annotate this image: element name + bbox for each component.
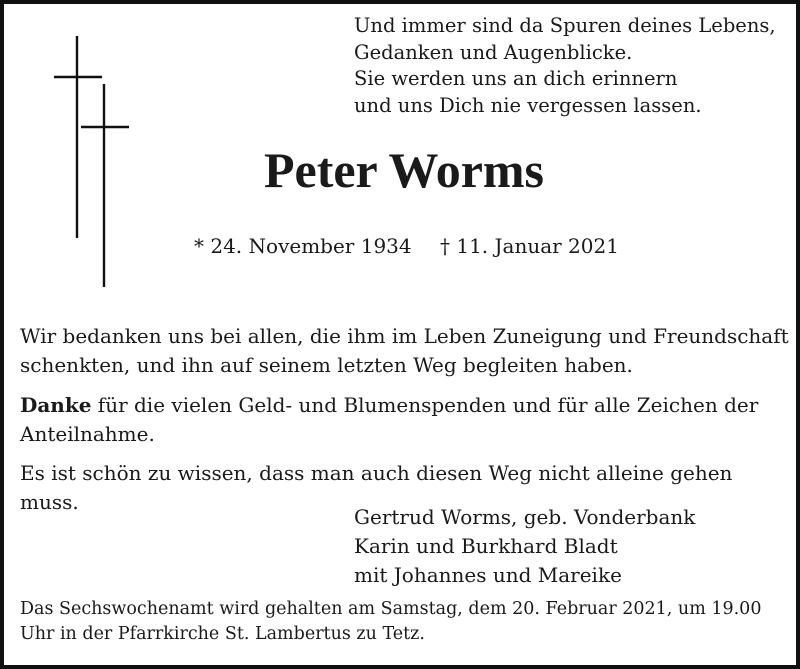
life-dates <box>194 232 619 260</box>
donation-thanks-paragraph <box>20 391 790 449</box>
signer-line: mit Johannes und Mareike <box>354 563 622 587</box>
signers <box>354 503 695 590</box>
donation-thanks-text: für die vielen Geld- und Blumenspenden und für alle Zeichen der Anteilnahme. <box>20 393 759 446</box>
verse <box>354 13 776 119</box>
deceased-name: Peter Worms <box>263 142 544 198</box>
death-date: † 11. Januar 2021 <box>439 234 619 258</box>
service-announcement: Das Sechswochenamt wird gehalten am Samstag, dem 20. Februar 2021, um 19.00 Uhr in der Pfarrkirche St. Lambertus zu Tetz. <box>20 599 762 644</box>
birth-date: * 24. November 1934 <box>194 234 412 258</box>
verse-line: Gedanken und Augenblicke. <box>354 40 633 64</box>
signer-line: Gertrud Worms, geb. Vonderbank <box>354 505 696 529</box>
thanks-word: Danke <box>20 393 92 417</box>
signer-line: Karin und Burkhard Bladt <box>354 534 618 558</box>
verse-line: Sie werden uns an dich erinnern <box>354 67 678 90</box>
thanks-paragraph: Wir bedanken uns bei allen, die ihm im Leben Zuneigung und Freundschaft schenkten, und ihn auf seinem letzten Weg begleiten haben. <box>20 324 789 377</box>
closing-paragraph: Es ist schön zu wissen, dass man auch diesen Weg nicht alleine gehen muss. <box>20 461 733 514</box>
verse-line: Und immer sind da Spuren deines Lebens, <box>354 14 776 37</box>
verse-line: und uns Dich nie vergessen lassen. <box>354 93 702 117</box>
